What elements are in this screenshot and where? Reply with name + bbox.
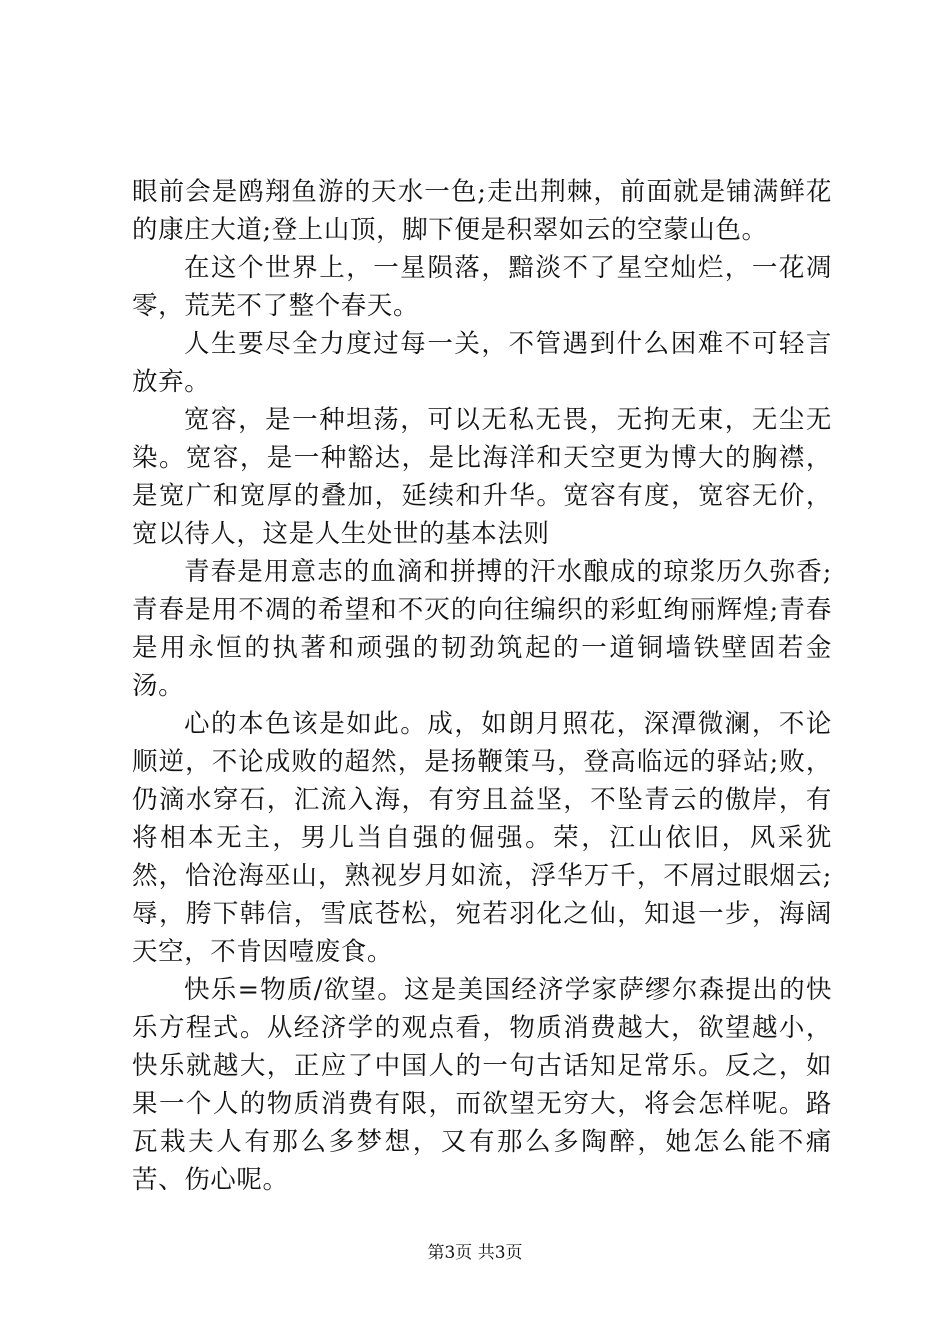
paragraph: 宽容，是一种坦荡，可以无私无畏，无拘无束，无尘无染。宽容，是一种豁达，是比海洋和天空更为博大的胸襟，是宽广和宽厚的叠加，延续和升华。宽容有度，宽容无价，宽以待人，这是人生处世的基本法则 xyxy=(132,405,832,549)
paragraph: 在这个世界上，一星陨落，黯淡不了星空灿烂，一花凋零，荒芜不了整个春天。 xyxy=(132,253,832,321)
paragraph: 心的本色该是如此。成，如朗月照花，深潭微澜，不论顺逆，不论成败的超然，是扬鞭策马，登高临远的驿站;败，仍滴水穿石，汇流入海，有穷且益坚，不坠青云的傲岸，有将相本无主，男儿当自强的倔强。荣，江山依旧，风采犹然，恰沧海巫山，熟视岁月如流，浮华万千，不屑过眼烟云;辱，胯下韩信，雪底苍松，宛若羽化之仙，知退一步，海阔天空，不肯因噎废食。 xyxy=(132,709,832,967)
paragraph: 青春是用意志的血滴和拼搏的汗水酿成的琼浆历久弥香;青春是用不凋的希望和不灭的向往编织的彩虹绚丽辉煌;青春是用永恒的执著和顽强的韧劲筑起的一道铜墙铁壁固若金汤。 xyxy=(132,557,832,701)
page-number-footer: 第3页 共3页 xyxy=(427,1243,523,1263)
paragraph: 快乐=物质/欲望。这是美国经济学家萨缪尔森提出的快乐方程式。从经济学的观点看，物质消费越大，欲望越小，快乐就越大，正应了中国人的一句古话知足常乐。反之，如果一个人的物质消费有限，而欲望无穷大，将会怎样呢。路瓦栽夫人有那么多梦想，又有那么多陶醉，她怎么能不痛苦、伤心呢。 xyxy=(132,975,832,1195)
paragraph: 眼前会是鸥翔鱼游的天水一色;走出荆棘，前面就是铺满鲜花的康庄大道;登上山顶，脚下便是积翠如云的空蒙山色。 xyxy=(132,177,832,245)
paragraph: 人生要尽全力度过每一关，不管遇到什么困难不可轻言放弃。 xyxy=(132,329,832,397)
document-body xyxy=(132,173,832,1199)
